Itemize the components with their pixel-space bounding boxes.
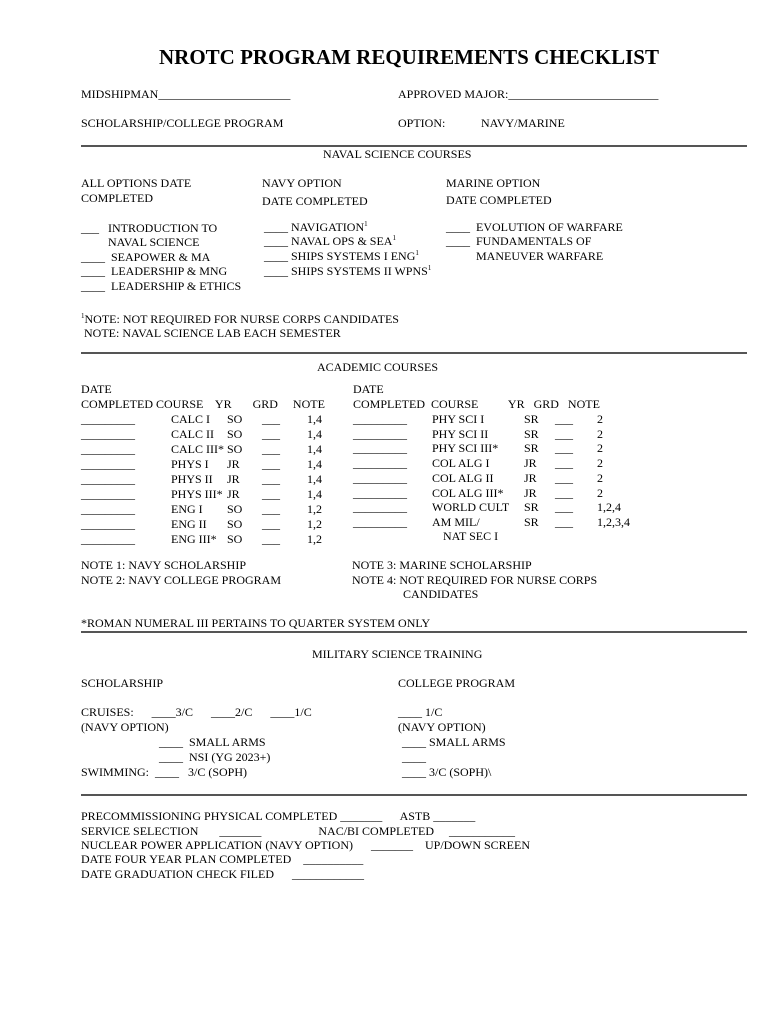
course-date[interactable]: _________	[353, 441, 407, 456]
course-course: ENG II	[171, 517, 207, 531]
midshipman-field[interactable]: MIDSHIPMAN______________________	[81, 87, 291, 101]
course-yr: SR	[524, 426, 539, 441]
course-course: COL ALG II	[432, 470, 494, 485]
graduation-check-row[interactable]: DATE GRADUATION CHECK FILED ____________	[81, 867, 364, 881]
course-grd[interactable]: ___	[262, 517, 280, 531]
course-date[interactable]: _________	[353, 500, 407, 515]
course-yr: JR	[227, 472, 240, 486]
academic-heading: ACADEMIC COURSES	[317, 360, 439, 374]
navy-option-label: (NAVY OPTION)	[81, 720, 169, 734]
course-note: 1,4	[307, 427, 322, 441]
course-date[interactable]: _________	[81, 457, 135, 471]
course-course: PHYS II	[171, 472, 213, 486]
course-date[interactable]: _________	[81, 487, 135, 501]
course-grd[interactable]: ___	[262, 457, 280, 471]
page-title: NROTC PROGRAM REQUIREMENTS CHECKLIST	[159, 45, 659, 69]
course-grd[interactable]: ___	[555, 500, 573, 515]
college-navy-option-label: (NAVY OPTION)	[398, 720, 486, 734]
course-note: 1,2,3,4	[597, 514, 630, 529]
course-course: ENG III*	[171, 532, 217, 546]
course-course: PHYS III*	[171, 487, 223, 501]
course-note: 2	[597, 412, 603, 426]
scholarship-program-label: SCHOLARSHIP/COLLEGE PROGRAM	[81, 116, 284, 130]
college-blank-item[interactable]: ____	[402, 750, 426, 764]
naval-science-heading: NAVAL SCIENCE COURSES	[323, 147, 472, 161]
course-date[interactable]: _________	[353, 514, 407, 529]
course-date[interactable]: _________	[353, 456, 407, 471]
footnote-marker: 1	[415, 249, 419, 257]
cruises-row[interactable]: CRUISES: ____3/C ____2/C ____1/C	[81, 705, 312, 719]
service-selection-row[interactable]: SERVICE SELECTION _______ NAC/BI COMPLETED ___________	[81, 824, 516, 838]
divider	[81, 794, 747, 796]
naval-note-2: NOTE: NAVAL SCIENCE LAB EACH SEMESTER	[84, 326, 341, 340]
course-note: 1,4	[307, 457, 322, 471]
course-grd[interactable]: ___	[555, 470, 573, 485]
footnote-marker: 1	[81, 312, 85, 320]
course-note: 2	[597, 485, 603, 500]
course-yr: SO	[227, 532, 243, 546]
naval-note-1: $^1$NOTE: NOT REQUIRED FOR NURSE CORPS CANDIDATES	[81, 312, 399, 326]
course-course: CALC III*	[171, 442, 224, 456]
academic-header-right: COMPLETED COURSE YR GRD NOTE	[353, 397, 600, 411]
footnote-marker: 1	[364, 220, 368, 228]
precommissioning-row[interactable]: PRECOMMISSIONING PHYSICAL COMPLETED _______ ASTB _______	[81, 809, 476, 823]
course-yr: SO	[227, 517, 243, 531]
course-date[interactable]: _________	[353, 485, 407, 500]
all-options-item[interactable]: ___ INTRODUCTION TO	[81, 221, 218, 235]
date-label-right: DATE	[353, 382, 384, 396]
course-yr: JR	[524, 456, 537, 471]
course-yr: SR	[524, 514, 539, 529]
course-note: 1,4	[307, 412, 322, 426]
all-options-completed-label: COMPLETED	[81, 191, 153, 205]
four-year-plan-row[interactable]: DATE FOUR YEAR PLAN COMPLETED __________	[81, 852, 364, 866]
navy-item[interactable]: ____ SHIPS SYSTEMS I ENG$^1$	[264, 249, 419, 263]
small-arms-item[interactable]: ____ SMALL ARMS	[159, 735, 266, 749]
course-yr: JR	[227, 457, 240, 471]
academic-note-4: NOTE 4: NOT REQUIRED FOR NURSE CORPS	[352, 573, 598, 587]
course-grd[interactable]: ___	[555, 412, 573, 426]
course-yr: JR	[524, 485, 537, 500]
course-date[interactable]: _________	[353, 470, 407, 485]
course-grd[interactable]: ___	[262, 502, 280, 516]
course-date[interactable]: _________	[81, 532, 135, 546]
course-yr: SR	[524, 412, 539, 426]
course-course: CALC II	[171, 427, 214, 441]
course-note: 1,2,4	[597, 500, 621, 515]
nsi-item[interactable]: ____ NSI (YG 2023+)	[159, 750, 271, 764]
marine-item[interactable]: ____ EVOLUTION OF WARFARE	[446, 220, 623, 234]
course-note: 1,2	[307, 532, 322, 546]
course-yr: SO	[227, 412, 243, 426]
course-grd[interactable]: ___	[555, 485, 573, 500]
course-grd[interactable]: ___	[262, 487, 280, 501]
academic-header-left: COMPLETED COURSE YR GRD NOTE	[81, 397, 325, 411]
course-grd[interactable]: ___	[555, 456, 573, 471]
course-date[interactable]: _________	[353, 412, 407, 426]
footnote-marker: 1	[427, 264, 432, 272]
course-note: 1,4	[307, 487, 322, 501]
nuclear-power-row[interactable]: NUCLEAR POWER APPLICATION (NAVY OPTION) _______ UP/DOWN SCREEN	[81, 838, 531, 852]
course-course: PHYS I	[171, 457, 209, 471]
course-yr: JR	[227, 487, 240, 501]
college-small-arms-item[interactable]: ____ SMALL ARMS	[402, 735, 506, 749]
scholarship-label: SCHOLARSHIP	[81, 676, 164, 690]
course-yr: SO	[227, 502, 243, 516]
course-yr: SR	[524, 500, 539, 515]
course-date[interactable]: _________	[81, 517, 135, 531]
course-note: 2	[597, 426, 603, 441]
all-options-item[interactable]: ____ SEAPOWER & MA	[81, 250, 211, 264]
course-note: 1,2	[307, 517, 322, 531]
course-note: 2	[597, 470, 603, 485]
course-grd[interactable]: ___	[555, 441, 573, 456]
marine-date-label: DATE COMPLETED	[446, 193, 552, 207]
navy-item[interactable]: ____ SHIPS SYSTEMS II WPNS$^1$	[264, 264, 432, 278]
all-options-item[interactable]: ____ LEADERSHIP & MNG	[81, 264, 228, 278]
course-date[interactable]: _________	[353, 426, 407, 441]
course-course: COL ALG I	[432, 456, 490, 471]
swimming-row[interactable]: SWIMMING: ____ 3/C (SOPH)	[81, 765, 248, 779]
marine-item: MANEUVER WARFARE	[446, 249, 604, 263]
option-label: OPTION:	[398, 116, 446, 130]
navy-option-label: NAVY OPTION	[262, 176, 342, 190]
academic-note-2: NOTE 2: NAVY COLLEGE PROGRAM	[81, 573, 282, 587]
footnote-marker: 1	[392, 234, 396, 242]
course-yr: SR	[524, 441, 539, 456]
roman-numeral-note: *ROMAN NUMERAL III PERTAINS TO QUARTER SYSTEM ONLY	[81, 616, 431, 630]
college-program-label: COLLEGE PROGRAM	[398, 676, 516, 690]
course-course: CALC I	[171, 412, 210, 426]
course-course: COL ALG III*	[432, 485, 504, 500]
college-soph-item[interactable]: ____ 3/C (SOPH)\	[402, 765, 492, 779]
course-course: ENG I	[171, 502, 203, 516]
date-label-left: DATE	[81, 382, 112, 396]
option-value: NAVY/MARINE	[481, 116, 565, 130]
course-date[interactable]: _________	[81, 472, 135, 486]
course-course: WORLD CULT	[432, 500, 510, 515]
course-course: AM MIL/	[432, 514, 480, 529]
academic-note-3: NOTE 3: MARINE SCHOLARSHIP	[352, 558, 532, 572]
all-options-label: ALL OPTIONS DATE	[81, 176, 192, 190]
course-course: PHY SCI III*	[432, 441, 499, 456]
course-note: 1,4	[307, 442, 322, 456]
course-note: 1,4	[307, 472, 322, 486]
all-options-item: NAVAL SCIENCE	[81, 235, 200, 249]
course-yr: SO	[227, 427, 243, 441]
nat-sec-continuation: NAT SEC I	[443, 529, 499, 543]
course-date[interactable]: _________	[81, 412, 135, 426]
academic-note-1: NOTE 1: NAVY SCHOLARSHIP	[81, 558, 247, 572]
college-1c-item[interactable]: ____ 1/C	[398, 705, 443, 719]
course-yr: JR	[524, 470, 537, 485]
course-date[interactable]: _________	[81, 502, 135, 516]
navy-item[interactable]: ____ NAVIGATION$^1$	[264, 220, 368, 234]
course-grd[interactable]: ___	[262, 532, 280, 546]
approved-major-field[interactable]: APPROVED MAJOR:_________________________	[398, 87, 659, 101]
course-grd[interactable]: ___	[262, 472, 280, 486]
marine-item[interactable]: ____ FUNDAMENTALS OF	[446, 234, 592, 248]
course-note: 2	[597, 456, 603, 471]
course-yr: SO	[227, 442, 243, 456]
marine-option-label: MARINE OPTION	[446, 176, 541, 190]
navy-date-label: DATE COMPLETED	[262, 194, 368, 208]
all-options-item[interactable]: ____ LEADERSHIP & ETHICS	[81, 279, 242, 293]
course-grd[interactable]: ___	[555, 426, 573, 441]
course-grd[interactable]: ___	[262, 442, 280, 456]
course-course: PHY SCI II	[432, 426, 489, 441]
course-course: PHY SCI I	[432, 412, 485, 426]
course-grd[interactable]: ___	[262, 412, 280, 426]
navy-item[interactable]: ____ NAVAL OPS & SEA$^1$	[264, 234, 396, 248]
military-heading: MILITARY SCIENCE TRAINING	[312, 647, 483, 661]
course-grd[interactable]: ___	[262, 427, 280, 441]
course-date[interactable]: _________	[81, 442, 135, 456]
divider	[81, 352, 747, 354]
divider	[81, 631, 747, 633]
academic-note-4-cont: CANDIDATES	[403, 587, 479, 601]
course-date[interactable]: _________	[81, 427, 135, 441]
course-note: 2	[597, 441, 603, 456]
course-note: 1,2	[307, 502, 322, 516]
course-grd[interactable]: ___	[555, 514, 573, 529]
